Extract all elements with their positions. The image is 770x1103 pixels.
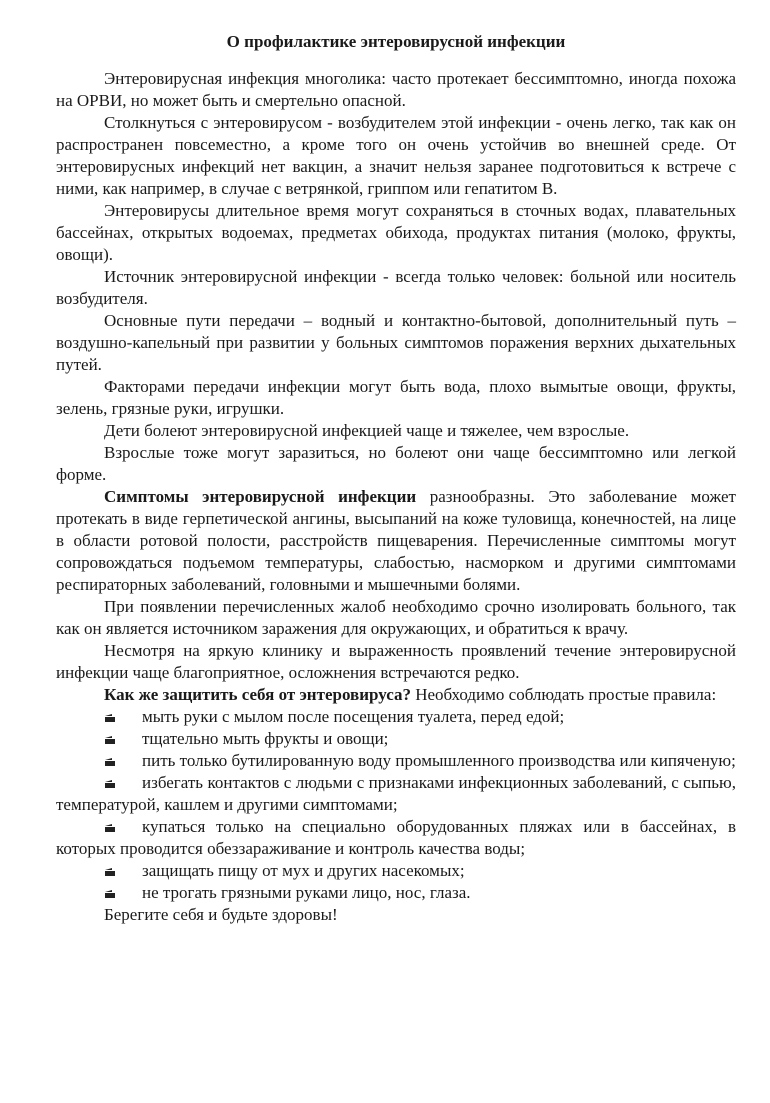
rule-item bbox=[56, 728, 736, 750]
rule-text: купаться только на специально оборудованных пляжах или в бассейнах, в которых проводится обеззараживание и контроль качества воды; bbox=[56, 817, 736, 858]
bullet-icon bbox=[104, 889, 116, 899]
closing-line: Берегите себя и будьте здоровы! bbox=[104, 905, 338, 924]
rule-item bbox=[56, 882, 736, 904]
rule-text: тщательно мыть фрукты и овощи; bbox=[142, 729, 389, 748]
protect-text: Необходимо соблюдать простые правила: bbox=[410, 685, 717, 704]
protect-paragraph bbox=[56, 684, 736, 706]
bullet-icon bbox=[104, 735, 116, 745]
bullet-icon bbox=[104, 713, 116, 723]
rule-text: не трогать грязными руками лицо, нос, глаза. bbox=[142, 883, 471, 902]
page-title: О профилактике энтеровирусной инфекции bbox=[226, 32, 566, 51]
rule-item bbox=[56, 750, 736, 772]
paragraph: Факторами передачи инфекции могут быть вода, плохо вымытые овощи, фрукты, зелень, грязные руки, игрушки. bbox=[56, 377, 736, 418]
paragraph: Энтеровирусы длительное время могут сохраняться в сточных водах, плавательных бассейнах, открытых водоемах, предметах обихода, продуктах питания (молоко, фрукты, овощи). bbox=[56, 201, 736, 264]
protect-heading: Как же защитить себя от энтеровируса? bbox=[104, 685, 411, 704]
paragraph: Столкнуться с энтеровирусом - возбудителем этой инфекции - очень легко, так как он распространен повсеместно, а кроме того он очень устойчив во внешней среде. От энтеровирусных инфекций нет вакцин, а значит нельзя заранее подготовиться к встрече с ними, как например, в случае с ветрянкой, гриппом или гепатитом В. bbox=[56, 113, 736, 198]
paragraph: Дети болеют энтеровирусной инфекцией чаще и тяжелее, чем взрослые. bbox=[104, 421, 630, 440]
symptoms-text: разнообразны. Это заболевание может протекать в виде герпетической ангины, высыпаний на коже туловища, конечностей, на лице в области ротовой полости, расстройств пищеварения. Перечисленные симптомы могут сопровождаться подъемом температуры, слабостью, насморком и другими симптомами респираторных заболеваний, головными и мышечными болями. bbox=[56, 487, 736, 594]
rule-text: избегать контактов с людьми с признаками инфекционных заболеваний, с сыпью, температурой, кашлем и другими симптомами; bbox=[56, 773, 736, 814]
document-page bbox=[56, 30, 736, 926]
rule-item bbox=[56, 860, 736, 882]
rule-item bbox=[56, 816, 736, 860]
paragraph: Взрослые тоже могут заразиться, но болеют они чаще бессимптомно или легкой форме. bbox=[56, 443, 736, 484]
symptoms-paragraph bbox=[56, 486, 736, 596]
rule-item bbox=[56, 706, 736, 728]
bullet-icon bbox=[104, 867, 116, 877]
paragraph: Основные пути передачи – водный и контактно-бытовой, дополнительный путь – воздушно-капельный при развитии у больных симптомов поражения верхних дыхательных путей. bbox=[56, 311, 736, 374]
rule-text: мыть руки с мылом после посещения туалета, перед едой; bbox=[142, 707, 565, 726]
symptoms-heading: Симптомы энтеровирусной инфекции bbox=[104, 487, 417, 506]
paragraph: Энтеровирусная инфекция многолика: часто протекает бессимптомно, иногда похожа на ОРВИ, но может быть и смертельно опасной. bbox=[56, 69, 736, 110]
paragraph: При появлении перечисленных жалоб необходимо срочно изолировать больного, так как он является источником заражения для окружающих, и обратиться к врачу. bbox=[56, 597, 736, 638]
paragraph: Несмотря на яркую клинику и выраженность проявлений течение энтеровирусной инфекции чаще благоприятное, осложнения встречаются редко. bbox=[56, 641, 736, 682]
paragraph: Источник энтеровирусной инфекции - всегда только человек: больной или носитель возбудителя. bbox=[56, 267, 736, 308]
rule-item bbox=[56, 772, 736, 816]
bullet-icon bbox=[104, 823, 116, 833]
rule-text: защищать пищу от мух и других насекомых; bbox=[142, 861, 465, 880]
rule-text: пить только бутилированную воду промышленного производства или кипяченую; bbox=[142, 751, 736, 770]
bullet-icon bbox=[104, 757, 116, 767]
bullet-icon bbox=[104, 779, 116, 789]
